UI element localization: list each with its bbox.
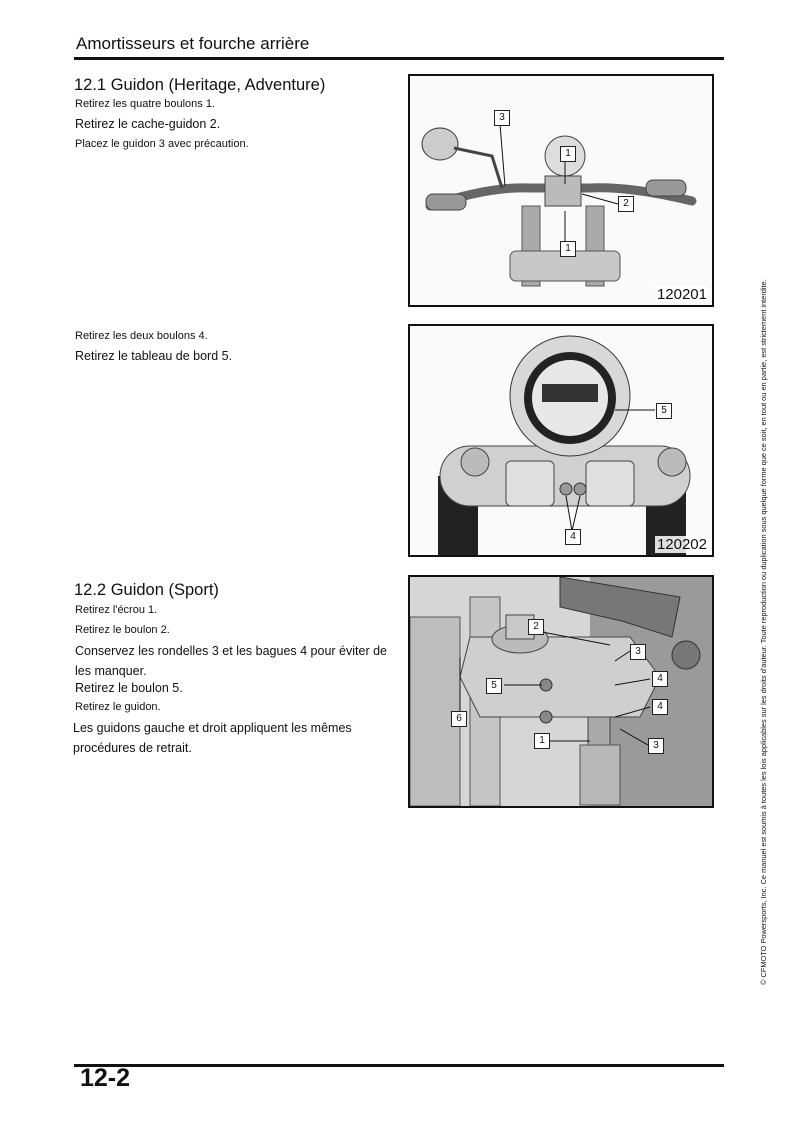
- section-title-12-1: 12.1 Guidon (Heritage, Adventure): [74, 76, 326, 94]
- figure-code: 120201: [656, 286, 707, 303]
- callout-4: 4: [565, 529, 581, 545]
- figure-code: 120202: [656, 536, 707, 553]
- step-text: Retirez les deux boulons 4.: [75, 330, 208, 342]
- section-title-12-2: 12.2 Guidon (Sport): [74, 581, 219, 599]
- callout-2: 2: [618, 196, 634, 212]
- callout-5: 5: [656, 403, 672, 419]
- step-text: Retirez le cache-guidon 2.: [75, 117, 221, 131]
- callout-3: 3: [648, 738, 664, 754]
- callout-2: 2: [528, 619, 544, 635]
- callout-1: 1: [534, 733, 550, 749]
- callout-4: 4: [652, 699, 668, 715]
- chapter-title: Amortisseurs et fourche arrière: [76, 34, 310, 53]
- step-text: Les guidons gauche et droit appliquent les mêmes procédures de retrait.: [73, 721, 352, 755]
- callout-3: 3: [630, 644, 646, 660]
- handlebar-illustration: [410, 76, 712, 305]
- figure-handlebar-heritage: [408, 74, 714, 307]
- callout-1: 1: [560, 146, 576, 162]
- callout-1: 1: [560, 241, 576, 257]
- step-text: Retirez l'écrou 1.: [75, 604, 158, 616]
- step-text: Retirez le boulon 2.: [75, 624, 170, 636]
- page-number: 12-2: [80, 1064, 131, 1092]
- step-text: Retirez le guidon.: [75, 701, 161, 713]
- dashboard-illustration: [410, 326, 712, 555]
- callout-3: 3: [494, 110, 510, 126]
- header-divider: [74, 57, 724, 60]
- figure-handlebar-sport: [408, 575, 714, 808]
- copyright-notice: © CFMOTO Powersports, Inc. Ce manuel est soumis à toutes les lois applicables sur les droits d'auteur. Toute reproduction ou duplication sous quelque forme que ce soit, en tout ou en partie, est strictement interdite.: [759, 279, 768, 985]
- step-text: Retirez le tableau de bord 5.: [75, 349, 233, 363]
- sport-handlebar-illustration: [410, 577, 712, 806]
- step-text: Retirez les quatre boulons 1.: [75, 98, 216, 110]
- figure-dashboard: [408, 324, 714, 557]
- callout-4: 4: [652, 671, 668, 687]
- step-text: Placez le guidon 3 avec précaution.: [75, 138, 249, 150]
- callout-6: 6: [451, 711, 467, 727]
- step-text: Retirez le boulon 5.: [75, 681, 183, 695]
- callout-5: 5: [486, 678, 502, 694]
- step-text: Conservez les rondelles 3 et les bagues 4 pour éviter de les manquer.: [75, 644, 387, 678]
- footer-divider: [74, 1064, 724, 1067]
